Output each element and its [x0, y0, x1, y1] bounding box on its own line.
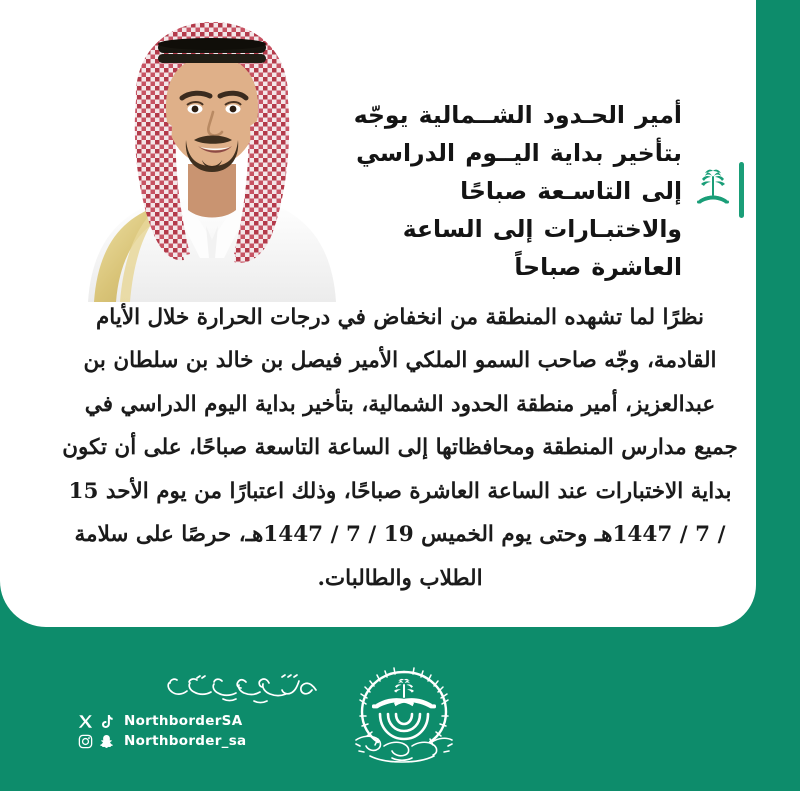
x-icon[interactable] — [78, 714, 93, 729]
white-card-left-strip — [0, 0, 48, 520]
handle-row-2[interactable] — [78, 733, 318, 749]
emirate-emblem — [348, 666, 460, 772]
handle-name-1[interactable]: NorthborderSA — [124, 713, 243, 729]
handle-row-2-icons — [78, 734, 114, 749]
card-bottom-left-corner-fill — [0, 515, 48, 627]
body-paragraph — [62, 296, 738, 600]
handle-row-1-icons — [78, 714, 114, 729]
body-paragraph-text: نظرًا لما تشهده المنطقة من انخفاض في درجات الحرارة خلال الأيام القادمة، وجّه صاحب السمو الملكي الأمير فيصل بن خالد بن سلطان بن عبدالعزيز، أمير منطقة الحدود الشمالية، بتأخير بداية اليوم الدراسي في جميع مدارس المنطقة ومحافظاتها إلى الساعة التاسعة صباحًا، على أن تكون بداية الاختبارات عند الساعة العاشرة صباحًا، وذلك اعتبارًا من يوم الأحد 15 / 7 / 1447هـ وحتى يوم الخميس 19 / 7 / 1447هـ، حرصًا على سلامة الطلاب والطالبات. — [62, 305, 738, 591]
prince-portrait — [74, 14, 350, 302]
saudi-emblem-icon — [696, 167, 730, 213]
headline-emblem-group — [696, 162, 744, 220]
handle-name-2[interactable]: Northborder_sa — [124, 733, 247, 749]
handle-row-1[interactable] — [78, 713, 318, 729]
headline-text: أمير الحـدود الشــمالية يوجّه بتأخير بداية اليــوم الدراسي إلى التاسـعة صباحًا والاختبـارات إلى الساعة العاشرة صباحاً — [353, 101, 682, 282]
card-bottom-left-corner — [0, 515, 48, 627]
snapchat-icon[interactable] — [99, 734, 114, 749]
footer-brand — [78, 671, 318, 749]
department-calligraphy — [166, 671, 318, 705]
tiktok-icon[interactable] — [99, 714, 114, 729]
headline-block — [324, 96, 744, 286]
accent-bar — [739, 162, 744, 218]
instagram-icon[interactable] — [78, 734, 93, 749]
